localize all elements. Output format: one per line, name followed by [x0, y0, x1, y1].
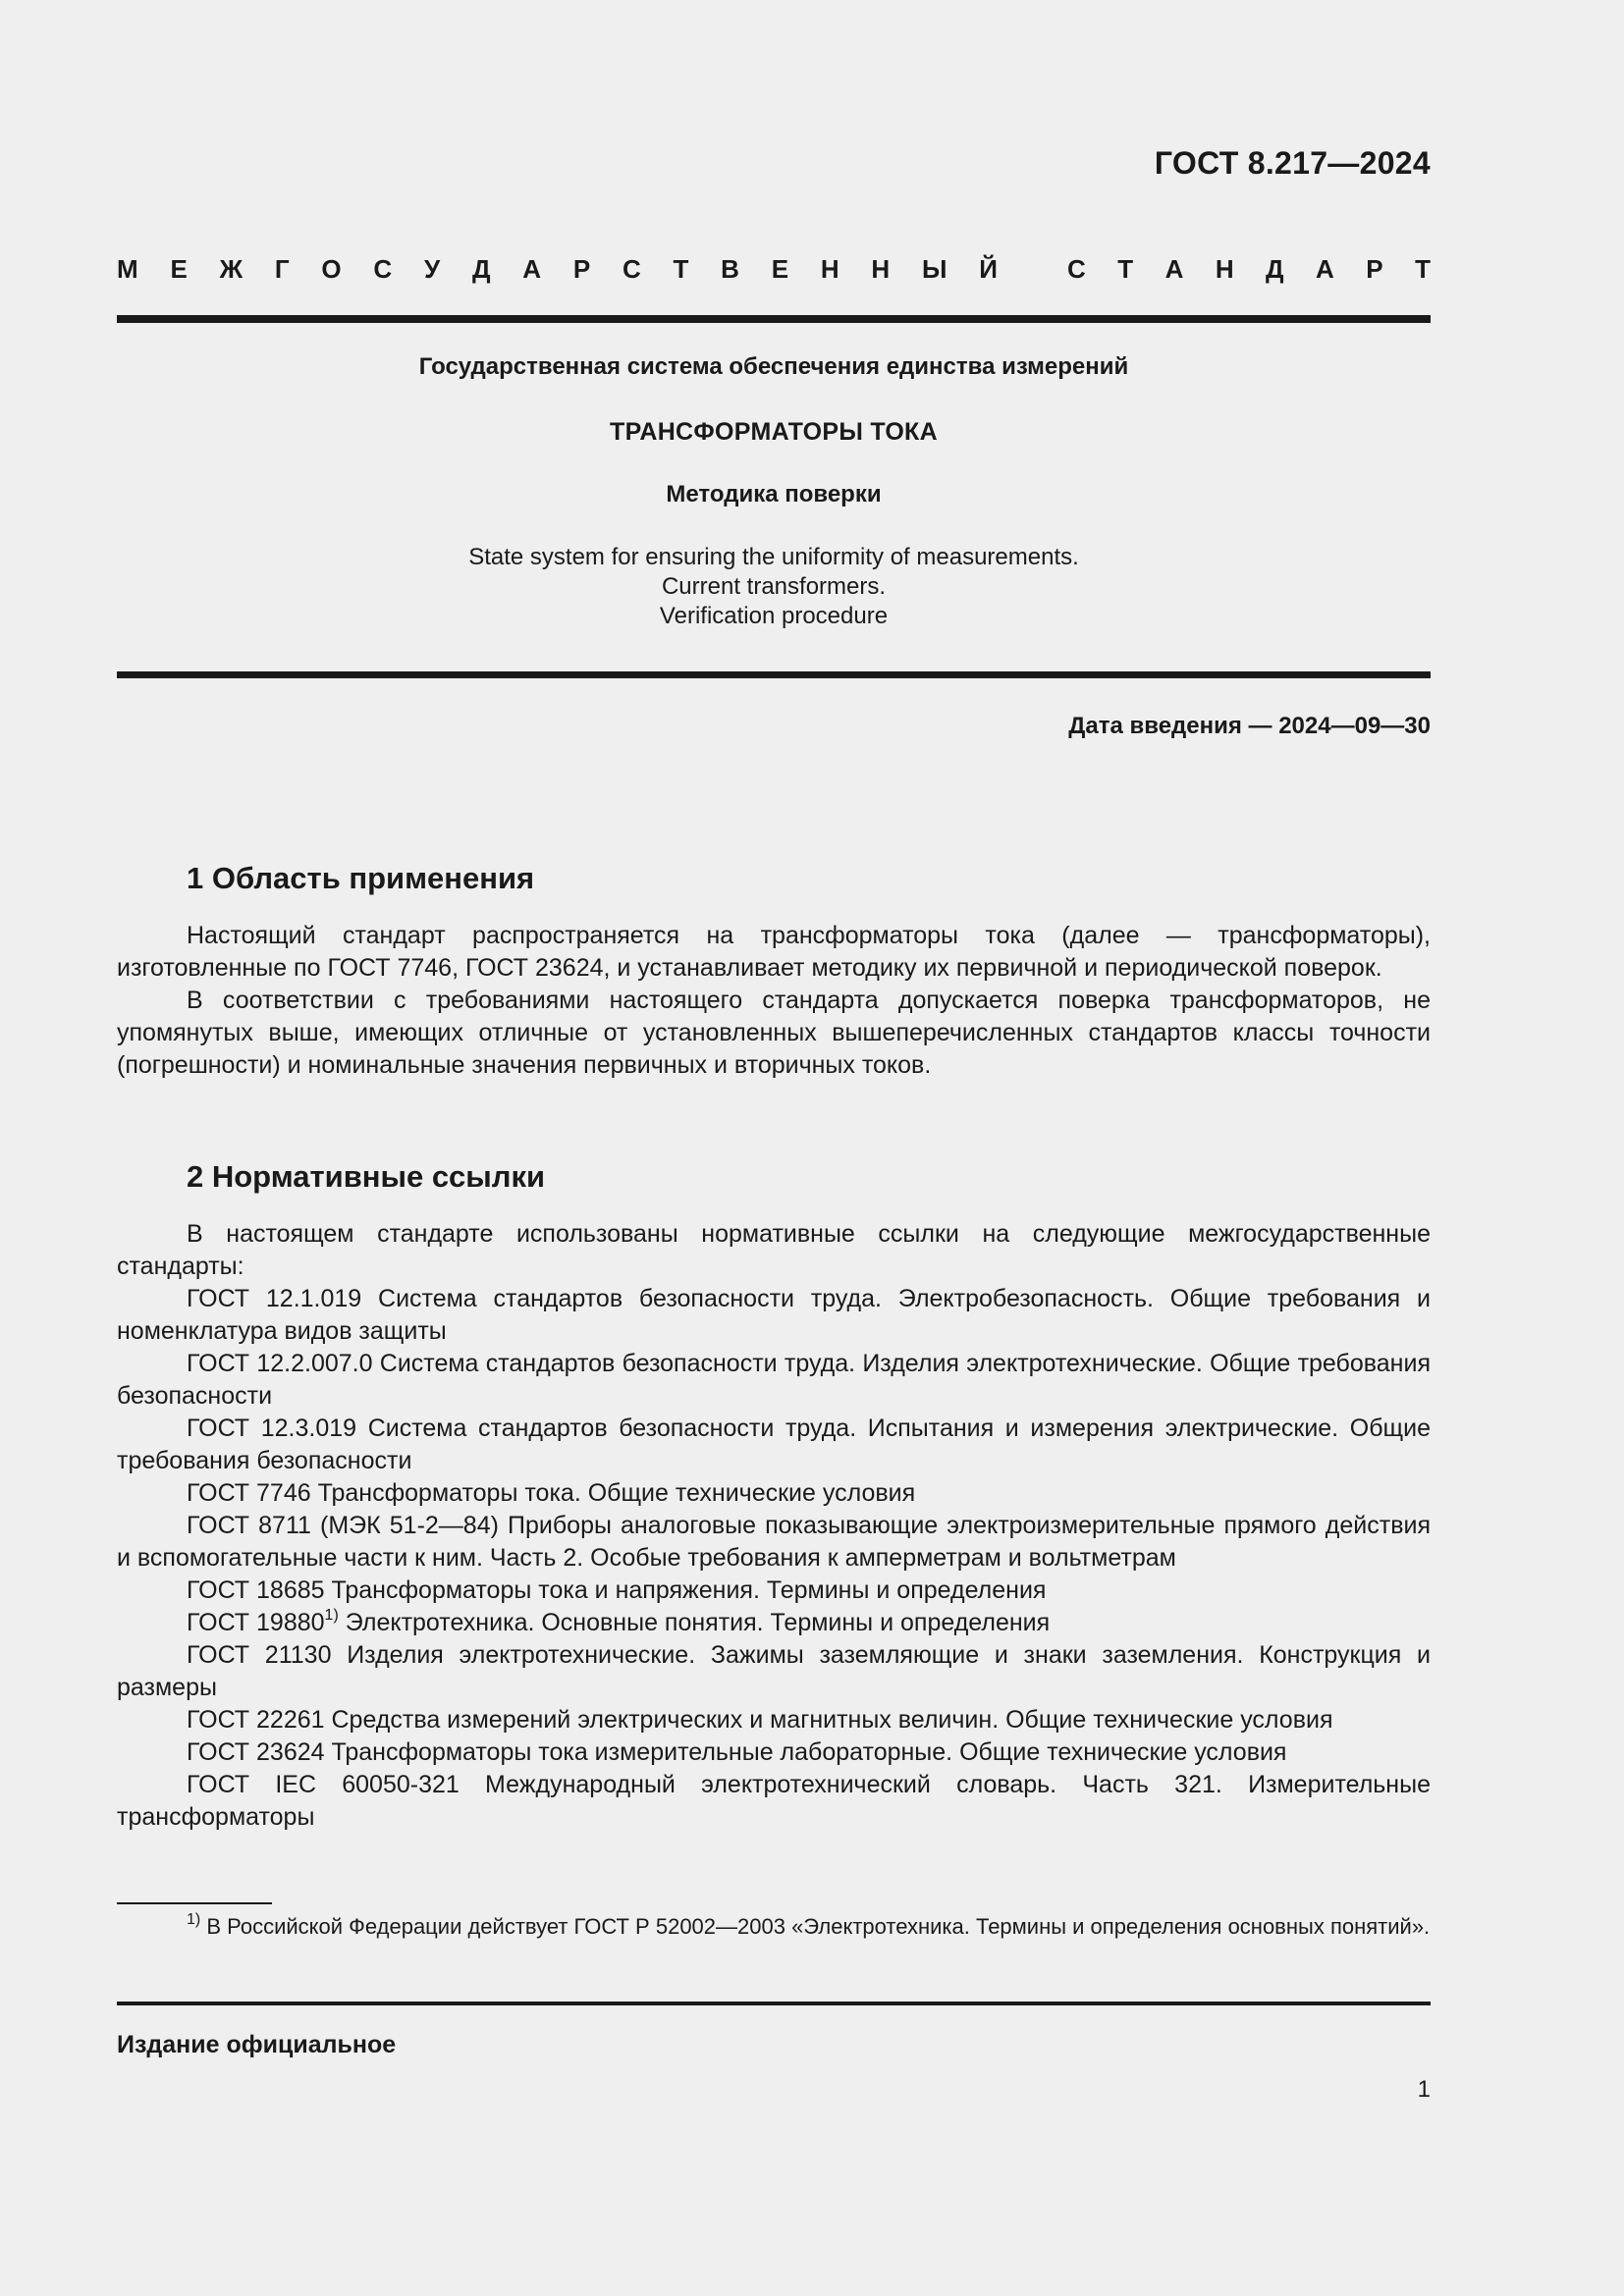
paragraph: Настоящий стандарт распространяется на трансформаторы тока (далее — трансформаторы), изготовленные по ГОСТ 7746, ГОСТ 23624, и устанавливает методику их первичной и периодической поверок.: [117, 922, 1431, 982]
title-letter: М: [117, 254, 138, 284]
title-letter: Е: [170, 254, 188, 284]
reference-item: ГОСТ 18685 Трансформаторы тока и напряжения. Термины и определения: [187, 1576, 1047, 1604]
section-2-heading: 2 Нормативные ссылки: [187, 1159, 546, 1194]
header-divider: [117, 315, 1431, 323]
page-number: 1: [1417, 2076, 1431, 2103]
reference-code: ГОСТ 19880: [187, 1609, 325, 1636]
title-letter: Ж: [219, 254, 244, 284]
title-letter: О: [321, 254, 342, 284]
reference-title: Электротехника. Основные понятия. Термины и определения: [338, 1609, 1051, 1636]
title-letter: Т: [1415, 254, 1431, 284]
footer-divider: [117, 2002, 1431, 2005]
footnote: [117, 1911, 1431, 1942]
reference-item: ГОСТ 12.1.019 Система стандартов безопасности труда. Электробезопасность. Общие требования и номенклатура видов защиты: [117, 1285, 1431, 1345]
reference-item: ГОСТ 12.2.007.0 Система стандартов безопасности труда. Изделия электротехнические. Общие требования безопасности: [117, 1350, 1431, 1410]
standard-number: ГОСТ 8.217—2024: [1154, 145, 1431, 181]
title-letter: Д: [471, 254, 491, 284]
title-letter: С: [1067, 254, 1086, 284]
title-letter: У: [423, 254, 441, 284]
english-title-line: Verification procedure: [659, 603, 889, 629]
footnote-marker[interactable]: 1): [324, 1606, 339, 1624]
title-letter: Т: [1117, 254, 1134, 284]
footnote-mark: 1): [187, 1910, 201, 1928]
title-letter: Й: [979, 254, 998, 284]
document-title: ТРАНСФОРМАТОРЫ ТОКА: [610, 418, 938, 446]
title-letter: Р: [572, 254, 591, 284]
title-block-divider: [117, 671, 1431, 678]
title-word-interstate: [117, 251, 998, 287]
title-letter: А: [522, 254, 542, 284]
title-word-standard: [1067, 251, 1431, 287]
section-1-body: [117, 920, 1431, 1082]
title-letter: Т: [673, 254, 689, 284]
title-letter: В: [721, 254, 739, 284]
reference-item: ГОСТ 22261 Средства измерений электрических и магнитных величин. Общие технические условия: [187, 1706, 1333, 1734]
title-letter: Н: [820, 254, 839, 284]
english-title-line: State system for ensuring the uniformity of measurements.: [468, 544, 1079, 570]
title-letter: А: [1316, 254, 1334, 284]
paragraph: В настоящем стандарте использованы нормативные ссылки на следующие межгосударственные стандарты:: [117, 1220, 1431, 1280]
section-1-heading: 1 Область применения: [187, 861, 535, 895]
title-letter: Е: [771, 254, 789, 284]
title-letter: А: [1164, 254, 1184, 284]
reference-item: ГОСТ 8711 (МЭК 51-2—84) Приборы аналоговые показывающие электроизмерительные прямого действия и вспомогательные части к ним. Часть 2. Особые требования к амперметрам и вольтметрам: [117, 1512, 1431, 1572]
document-page: [117, 0, 1431, 2296]
title-letter: Н: [871, 254, 891, 284]
footnote-separator: [117, 1902, 272, 1904]
title-letter: Д: [1266, 254, 1284, 284]
reference-item: ГОСТ 12.3.019 Система стандартов безопасности труда. Испытания и измерения электрические. Общие требования безопасности: [117, 1415, 1431, 1474]
reference-item: ГОСТ 21130 Изделия электротехнические. Зажимы заземляющие и знаки заземления. Конструкция и размеры: [117, 1641, 1431, 1701]
reference-item: ГОСТ 7746 Трансформаторы тока. Общие технические условия: [187, 1479, 916, 1507]
section-2-body: [117, 1218, 1431, 1834]
title-letter: Р: [1366, 254, 1383, 284]
interstate-standard-title: [117, 251, 1431, 287]
title-letter: С: [622, 254, 641, 284]
reference-item-19880: [117, 1607, 1431, 1639]
reference-item: ГОСТ IEC 60050-321 Международный электротехнический словарь. Часть 321. Измерительные трансформаторы: [117, 1771, 1431, 1831]
title-letter: Н: [1215, 254, 1234, 284]
footnote-text: В Российской Федерации действует ГОСТ Р 52002—2003 «Электротехника. Термины и определения основных понятий».: [200, 1914, 1431, 1939]
reference-item: ГОСТ 23624 Трансформаторы тока измерительные лабораторные. Общие технические условия: [187, 1738, 1287, 1766]
document-method: Методика поверки: [666, 481, 882, 507]
introduction-date: Дата введения — 2024—09—30: [1068, 713, 1431, 739]
title-letter: Ы: [921, 254, 947, 284]
title-letter: С: [373, 254, 393, 284]
english-title: [117, 543, 1431, 631]
system-subtitle: Государственная система обеспечения единства измерений: [418, 353, 1129, 380]
paragraph: В соответствии с требованиями настоящего стандарта допускается поверка трансформаторов, не упомянутых выше, имеющих отличные от установленных вышеперечисленных стандартов классы точности (погрешности) и номинальные значения первичных и вторичных токов.: [117, 987, 1431, 1079]
official-edition-label: Издание официальное: [117, 2031, 397, 2058]
title-letter: Г: [274, 254, 290, 284]
english-title-line: Current transformers.: [661, 573, 887, 600]
